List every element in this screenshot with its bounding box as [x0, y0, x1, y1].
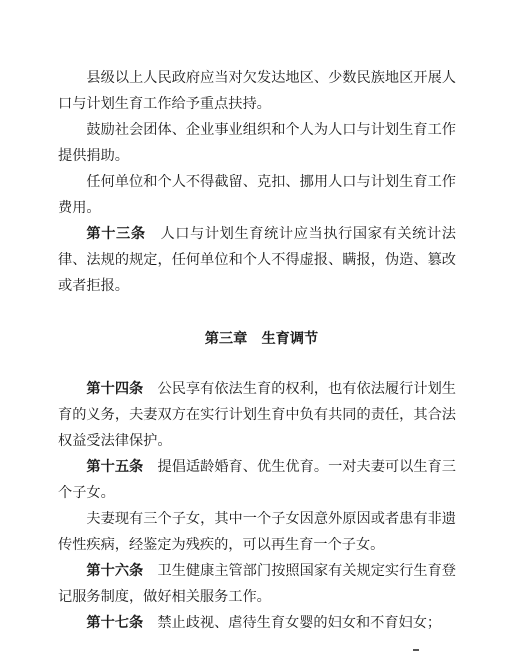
article-16: [58, 558, 456, 610]
article-number: 第十七条: [86, 615, 144, 631]
article-number: 第十三条: [86, 226, 146, 242]
article-number: 第十五条: [86, 459, 144, 475]
paragraph-text: 卫生健康主管部门按照国家有关规定实行生育登记服务制度，做好相关服务工作。: [58, 563, 456, 605]
chapter-heading: 第三章 生育调节: [204, 331, 319, 347]
paragraph-3: [58, 169, 456, 221]
article-15: [58, 454, 456, 506]
paragraph-text: 提倡适龄婚育、优生优育。一对夫妻可以生育三个子女。: [58, 459, 456, 501]
paragraph-2: [58, 117, 456, 169]
paragraph-text: 禁止歧视、虐待生育女婴的妇女和不育妇女；: [157, 615, 442, 631]
article-number: 第十六条: [86, 563, 144, 579]
article-17: [58, 610, 456, 636]
paragraph-1: [58, 65, 456, 117]
article-13: [58, 221, 456, 299]
paragraph-text: 夫妻现有三个子女，其中一个子女因意外原因或者患有非遗传性疾病，经鉴定为残疾的，可以再生育一个子女。: [58, 511, 456, 553]
article-14: [58, 376, 456, 454]
paragraph-text: 任何单位和个人不得截留、克扣、挪用人口与计划生育工作费用。: [58, 174, 456, 216]
paragraph-text: 人口与计划生育统计应当执行国家有关统计法律、法规的规定，任何单位和个人不得虚报、瞒报，伪造、篡改或者拒报。: [58, 226, 456, 294]
paragraph-text: 公民享有依法生育的权利，也有依法履行计划生育的义务，夫妻双方在实行计划生育中负有共同的责任，其合法权益受法律保护。: [58, 381, 456, 449]
article-number: 第十四条: [86, 381, 144, 397]
paragraph-15-2: [58, 506, 456, 558]
paragraph-text: 县级以上人民政府应当对欠发达地区、少数民族地区开展人口与计划生育工作给予重点扶持。: [58, 70, 456, 112]
paragraph-text: 鼓励社会团体、企业事业组织和个人为人口与计划生育工作提供捐助。: [58, 122, 456, 164]
